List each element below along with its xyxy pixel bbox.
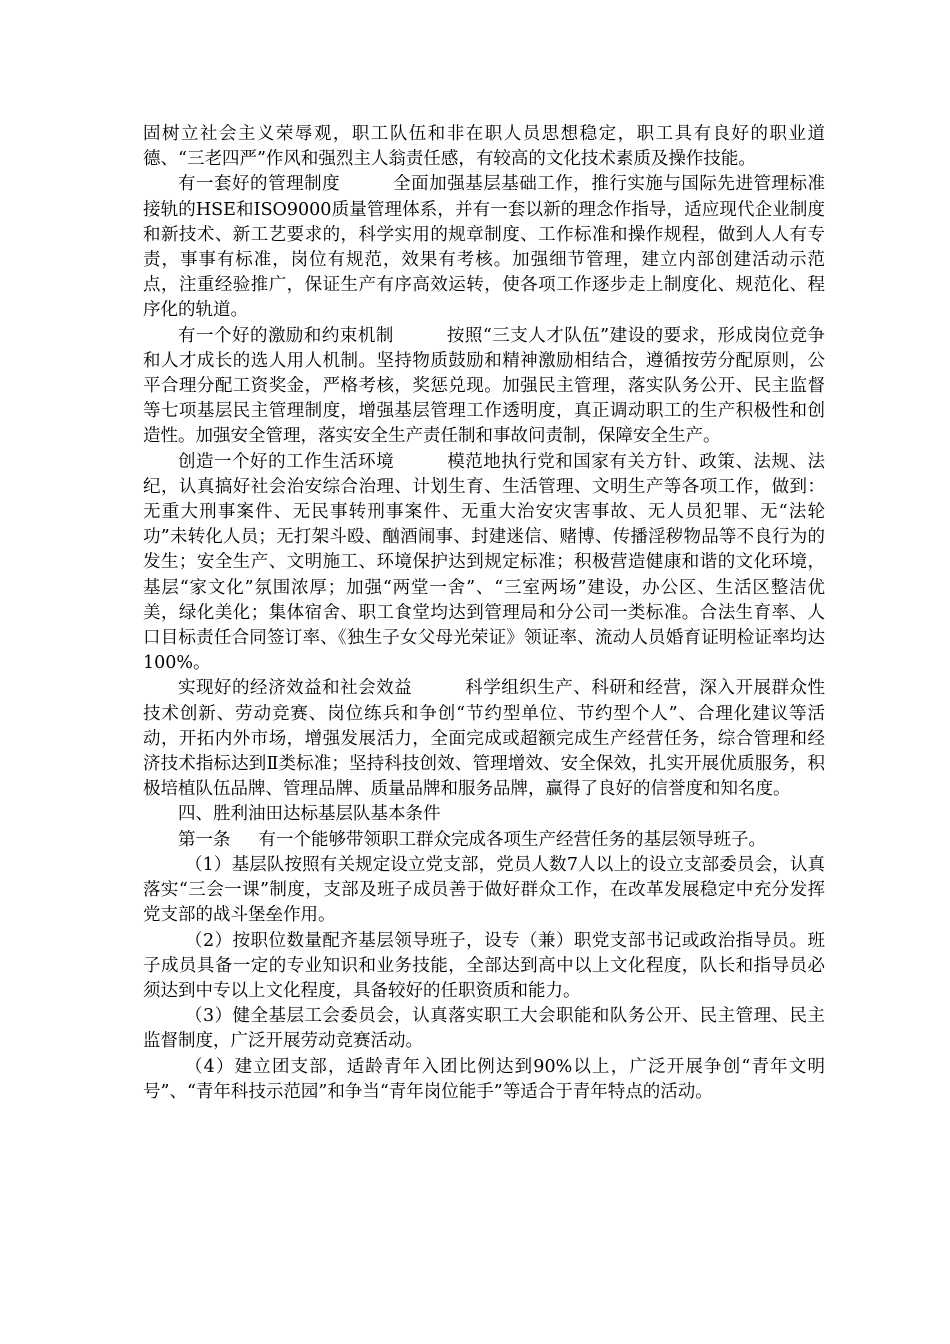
paragraph-heading: 有一个好的激励和约束机制 bbox=[178, 325, 394, 346]
paragraph-management-system bbox=[143, 172, 825, 323]
paragraph-text: 科学组织生产、科研和经营，深入开展群众性技术创新、劳动竞赛、岗位练兵和争创“节约型单位、节约型个人”、合理化建议等活动，开拓内外市场，增强发展活力，全面完成或超额完成生产经营任务，综合管理和经济技术指标达到Ⅱ类标准；坚持科技创效、管理增效、安全保效，扎实开展优质服务，积极培植队伍品牌、管理品牌、质量品牌和服务品牌，赢得了良好的信誉度和知名度。 bbox=[143, 678, 826, 800]
list-item bbox=[143, 1004, 825, 1054]
paragraph-text: 模范地执行党和国家有关方针、政策、法规、法纪，认真搞好社会治安综合治理、计划生育、生活管理、文明生产等各项工作，做到：无重大刑事案件、无民事转刑事案件、无重大治安灾害事故、无人员犯罪、无“法轮功”未转化人员；无打架斗殴、酗酒闹事、封建迷信、赌博、传播淫秽物品等不良行为的发生；安全生产、文明施工、环境保护达到规定标准；积极营造健康和谐的文化环境，基层“家文化”氛围浓厚；加强“两堂一舍”、“三室两场”建设，办公区、生活区整洁优美，绿化美化；集体宿舍、职工食堂均达到管理局和分公司一类标准。合法生育率、人口目标责任合同签订率、《独生子女父母光荣证》领证率、流动人员婚育证明检证率均达100%。 bbox=[143, 451, 826, 674]
list-item bbox=[143, 1055, 825, 1105]
paragraph-heading: 实现好的经济效益和社会效益 bbox=[178, 678, 413, 699]
list-item-text: （2）按职位数量配齐基层领导班子，设专（兼）职党支部书记或政治指导员。班子成员具备一定的专业知识和业务技能，全部达到高中以上文化程度，队长和指导员必须达到中专以上文化程度，具备较好的任职资质和能力。 bbox=[143, 930, 825, 1001]
paragraph-heading: 创造一个好的工作生活环境 bbox=[178, 451, 395, 472]
section-title bbox=[143, 802, 825, 827]
paragraph-economic-benefits bbox=[143, 676, 825, 802]
paragraph-incentive-mechanism bbox=[143, 324, 825, 450]
list-item-text: （4）建立团支部，适龄青年入团比例达到90%以上，广泛开展争创“青年文明号”、“青年科技示范园”和争当“青年岗位能手”等适合于青年特点的活动。 bbox=[143, 1056, 825, 1102]
paragraph-work-environment bbox=[143, 450, 825, 677]
paragraph-heading: 有一套好的管理制度 bbox=[178, 174, 341, 195]
list-item bbox=[143, 929, 825, 1005]
list-item bbox=[143, 853, 825, 929]
list-item-text: （1）基层队按照有关规定设立党支部，党员人数7人以上的设立支部委员会，认真落实“三会一课”制度，支部及班子成员善于做好群众工作，在改革发展稳定中充分发挥党支部的战斗堡垒作用。 bbox=[143, 854, 825, 926]
list-item-text: （3）健全基层工会委员会，认真落实职工大会职能和队务公开、民主管理、民主监督制度，广泛开展劳动竞赛活动。 bbox=[143, 1006, 825, 1052]
paragraph-text: 固树立社会主义荣辱观，职工队伍和非在职人员思想稳定，职工具有良好的职业道德、“三老四严”作风和强烈主人翁责任感，有较高的文化技术素质及操作技能。 bbox=[143, 124, 825, 170]
paragraph-text: 全面加强基层基础工作，推行实施与国际先进管理标准接轨的HSE和ISO9000质量管理体系，并有一套以新的理念作指导，适应现代企业制度和新技术、新工艺要求的，科学实用的规章制度、工作标准和操作规程，做到人人有专责，事事有标准，岗位有规范，效果有考核。加强细节管理，建立内部创建活动示范点，注重经验推广，保证生产有序高效运转，使各项工作逐步走上制度化、规范化、程序化的轨道。 bbox=[143, 174, 826, 321]
document-body bbox=[143, 122, 825, 1105]
paragraph-continuation bbox=[143, 122, 825, 172]
article-number: 第一条 bbox=[178, 829, 231, 850]
paragraph-text: 按照“三支人才队伍”建设的要求，形成岗位竞争和人才成长的选人用人机制。坚持物质鼓励和精神激励相结合，遵循按劳分配原则，公平合理分配工资奖金，严格考核，奖惩兑现。加强民主管理，落实队务公开、民主监督等七项基层民主管理制度，增强基层管理工作透明度，真正调动职工的生产积极性和创造性。加强安全管理，落实安全生产责任制和事故问责制，保障安全生产。 bbox=[143, 325, 825, 447]
section-title-text: 四、胜利油田达标基层队基本条件 bbox=[178, 804, 441, 825]
article-text: 有一个能够带领职工群众完成各项生产经营任务的基层领导班子。 bbox=[258, 829, 766, 850]
article-first bbox=[143, 828, 825, 853]
